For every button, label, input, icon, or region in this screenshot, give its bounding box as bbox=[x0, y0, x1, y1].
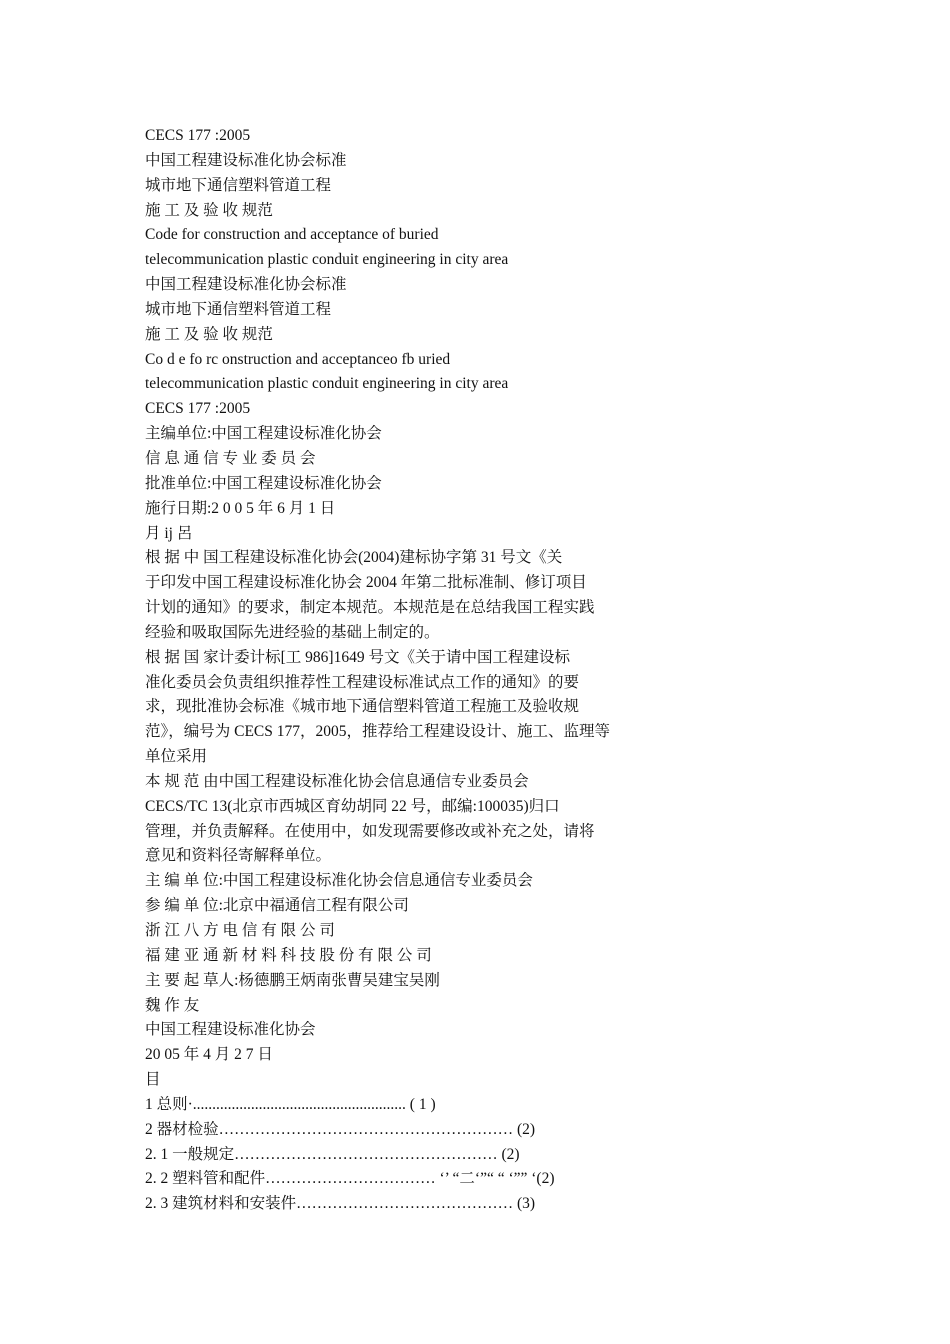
signing-date: 20 05 年 4 月 2 7 日 bbox=[145, 1046, 273, 1064]
effective-date: 施行日期:2 0 0 5 年 6 月 1 日 bbox=[145, 499, 336, 517]
document-subtitle-repeat: 施 工 及 验 收 规范 bbox=[145, 325, 273, 343]
association-standard-heading: 中国工程建设标准化协会标准 bbox=[145, 151, 347, 169]
participating-unit-2: 浙 江 八 方 电 信 有 限 公 司 bbox=[145, 922, 335, 939]
toc-entry-general-provisions: 2. 1 一般规定…………………………………………… (2) bbox=[145, 1145, 520, 1163]
main-drafters-continued: 魏 作 友 bbox=[145, 996, 200, 1014]
foreword-paragraph-3-line-1: 本 规 范 由中国工程建设标准化协会信息通信专业委员会 bbox=[145, 772, 529, 790]
english-title-repeat-line-2: telecommunication plastic conduit engineering in city area bbox=[145, 375, 509, 393]
foreword-heading: 月 ij 呂 bbox=[145, 524, 193, 542]
foreword-paragraph-1-line-3: 计划的通知》的要求，制定本规范。本规范是在总结我国工程实践 bbox=[145, 599, 595, 617]
participating-unit-3: 福 建 亚 通 新 材 料 科 技 股 份 有 限 公 司 bbox=[145, 946, 432, 964]
document-title: 城市地下通信塑料管道工程 bbox=[145, 176, 332, 194]
toc-entry-building-materials: 2. 3 建筑材料和安装件…………………………………… (3) bbox=[145, 1195, 536, 1213]
contents-heading: 目 bbox=[145, 1071, 161, 1089]
foreword-paragraph-3-line-2: CECS/TC 13(北京市西城区育幼胡同 22 号，邮编:100035)归口 bbox=[145, 797, 560, 815]
chief-editor-unit: 主编单位:中国工程建设标准化协会 bbox=[145, 425, 382, 443]
foreword-paragraph-1-line-4: 经验和吸取国际先进经验的基础上制定的。 bbox=[145, 623, 440, 641]
approval-unit: 批准单位:中国工程建设标准化协会 bbox=[145, 474, 382, 492]
document-body bbox=[145, 124, 845, 1217]
main-drafters: 主 要 起 草人:杨德鹏王炳南张曹吴建宝吴刚 bbox=[145, 971, 440, 989]
foreword-paragraph-2-line-1: 根 据 国 家计委计标[工 986]1649 号文《关于请中国工程建设标 bbox=[145, 648, 570, 666]
english-title-line-2: telecommunication plastic conduit engineering in city area bbox=[145, 251, 509, 269]
foreword-paragraph-2-line-4: 范》，编号为 CECS 177，2005，推荐给工程建设设计、施工、监理等 bbox=[145, 723, 611, 741]
foreword-paragraph-2-line-5: 单位采用 bbox=[145, 748, 208, 766]
english-title-line-1: Code for construction and acceptance of buried bbox=[145, 226, 439, 244]
toc-entry-material-inspection: 2 器材检验………………………………………………… (2) bbox=[145, 1120, 536, 1138]
chief-editor-unit-detail: 主 编 单 位:中国工程建设标准化协会信息通信专业委员会 bbox=[145, 872, 533, 890]
toc-entry-general: 1 总则·....................................................... ( 1 ) bbox=[145, 1095, 436, 1113]
foreword-paragraph-1-line-1: 根 据 中 国工程建设标准化协会(2004)建标协字第 31 号文《关 bbox=[145, 549, 563, 567]
document-title-repeat: 城市地下通信塑料管道工程 bbox=[145, 300, 332, 318]
foreword-paragraph-1-line-2: 于印发中国工程建设标准化协会 2004 年第二批标准制、修订项目 bbox=[145, 574, 587, 592]
english-title-repeat-line-1: Co d e fo rc onstruction and acceptanceo fb uried bbox=[145, 350, 451, 368]
signing-organization: 中国工程建设标准化协会 bbox=[145, 1021, 316, 1039]
foreword-paragraph-2-line-3: 求，现批准协会标准《城市地下通信塑料管道工程施工及验收规 bbox=[145, 698, 580, 716]
participating-unit-1: 参 编 单 位:北京中福通信工程有限公司 bbox=[145, 897, 409, 915]
standard-code: CECS 177 :2005 bbox=[145, 127, 251, 144]
standard-code-repeat: CECS 177 :2005 bbox=[145, 400, 251, 418]
foreword-paragraph-3-line-4: 意见和资料径寄解释单位。 bbox=[145, 847, 332, 865]
foreword-paragraph-3-line-3: 管理，并负责解释。在使用中，如发现需要修改或补充之处，请将 bbox=[145, 822, 595, 840]
chief-editor-committee: 信 息 通 信 专 业 委 员 会 bbox=[145, 449, 316, 467]
foreword-paragraph-2-line-2: 准化委员会负责组织推荐性工程建设标准试点工作的通知》的要 bbox=[145, 673, 580, 691]
association-standard-heading-repeat: 中国工程建设标准化协会标准 bbox=[145, 276, 347, 294]
toc-entry-plastic-pipes: 2. 2 塑料管和配件…………………………… ‘’ “二‘”“ “ ‘”” ‘(2) bbox=[145, 1170, 555, 1188]
document-subtitle: 施 工 及 验 收 规范 bbox=[145, 201, 273, 219]
